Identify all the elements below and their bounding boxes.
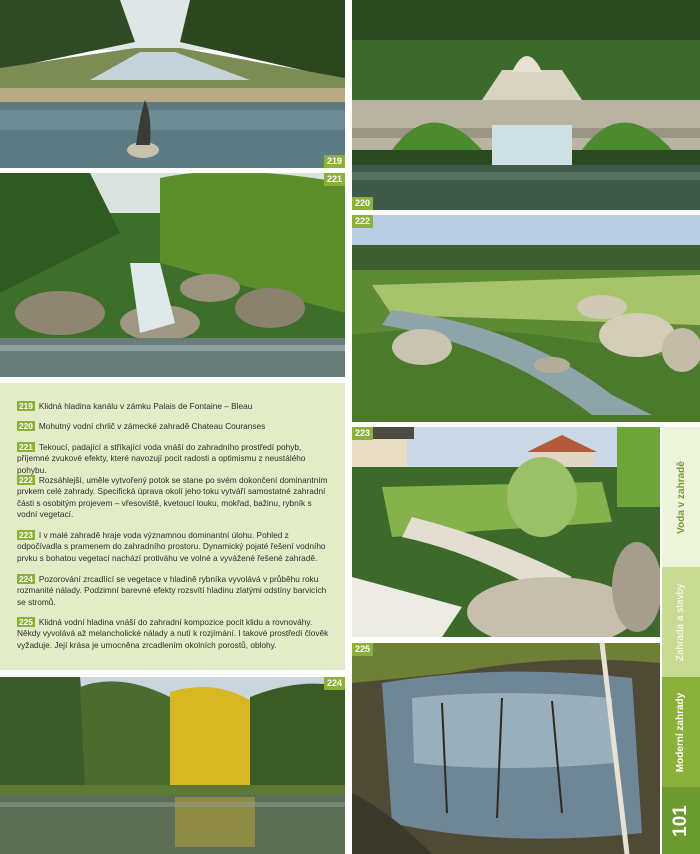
- photo-number-224: 224: [324, 677, 345, 690]
- photo-number-220: 220: [352, 197, 373, 210]
- caption-text: Pozorování zrcadlící se vegetace v hladině rybníka vyvolává v průběhu roku rozmanité nálady. Podzimní barevné efekty rozsvítí hladinu zlatými odstíny barvicích se stromů.: [17, 574, 327, 607]
- captions-panel: [0, 383, 345, 670]
- autumn-lake-photo: [0, 677, 345, 854]
- caption-number: 222: [19, 475, 33, 485]
- sidebar-tab-chapter: [662, 567, 700, 677]
- sidebar-subchapter-label: Moderní zahrady: [675, 692, 687, 772]
- page-number-box: [662, 787, 700, 854]
- caption-text: Rozsáhlejší, uměle vytvořený potok se stane po svém dokončení dominantním prvkem celé zahrady. Specifická úprava okolí jeho toku vytváří samostatné zahradní části s osobitým projevem – vřesoviště, kvetoucí louku, mokřad, bažinu, rybník s vodní vegetací.: [17, 475, 328, 519]
- caption-223: [17, 530, 333, 564]
- caption-221: [17, 442, 333, 476]
- caption-number: 219: [19, 401, 33, 411]
- caption-222: [17, 475, 333, 520]
- photo-number-223: 223: [352, 427, 373, 440]
- page-number: 101: [669, 804, 691, 837]
- sidebar-chapter-label: Zahrada a stavby: [675, 583, 687, 661]
- caption-219: [17, 401, 333, 412]
- boulder-stream-photo: [352, 215, 700, 422]
- caption-number: 221: [19, 442, 33, 452]
- house-garden-photo: [352, 427, 660, 637]
- caption-220: [17, 421, 333, 432]
- caption-number: 225: [19, 617, 33, 627]
- caption-number: 223: [19, 530, 33, 540]
- caption-text: Klidná vodní hladina vnáší do zahradní kompozice pocit klidu a rovnováhy. Někdy vyvolává až melancholické nálady a nutí k rozjímání. I takové prostředí člověk vyžaduje. Její krása je umocněna zrcadlením okolních porostů, oblohy.: [17, 617, 329, 650]
- photo-number-225: 225: [352, 643, 373, 656]
- chapter-sidebar: [662, 427, 700, 854]
- caption-text: Tekoucí, padající a stříkající voda vnáší do zahradního prostředí pohyb, příjemné zvukové efekty, které navozují pocit radosti a optimismu z neustálého pohybu.: [17, 442, 306, 475]
- caption-number: 220: [19, 421, 33, 431]
- caption-text: Mohutný vodní chrlič v zámecké zahradě Chateau Couranses: [38, 421, 266, 431]
- sidebar-section-label: Voda v zahradě: [675, 460, 687, 534]
- photo-number-219: 219: [324, 155, 345, 168]
- caption-text: Klidná hladina kanálu v zámku Palais de Fontaine – Bleau: [38, 401, 253, 411]
- caption-number: 224: [19, 574, 33, 584]
- canal-fountain-photo: [0, 0, 345, 168]
- sidebar-tab-subchapter: [662, 677, 700, 787]
- photo-number-222: 222: [352, 215, 373, 228]
- photo-number-221: 221: [324, 173, 345, 186]
- caption-225: [17, 617, 333, 651]
- fountain-photo: [352, 0, 700, 210]
- caption-text: I v malé zahradě hraje voda významnou dominantní úlohu. Pohled z odpočívadla s pramenem do zahradního prostoru. Dynamický pojaté řešení vodního prvku s bohatou vegetací nachází protiváhu ve volné a vyvážené řešené zahradě.: [17, 530, 326, 563]
- caption-224: [17, 574, 333, 608]
- sidebar-tab-section: [662, 427, 700, 567]
- rock-stream-photo: [0, 173, 345, 377]
- reflection-pond-photo: [352, 643, 660, 854]
